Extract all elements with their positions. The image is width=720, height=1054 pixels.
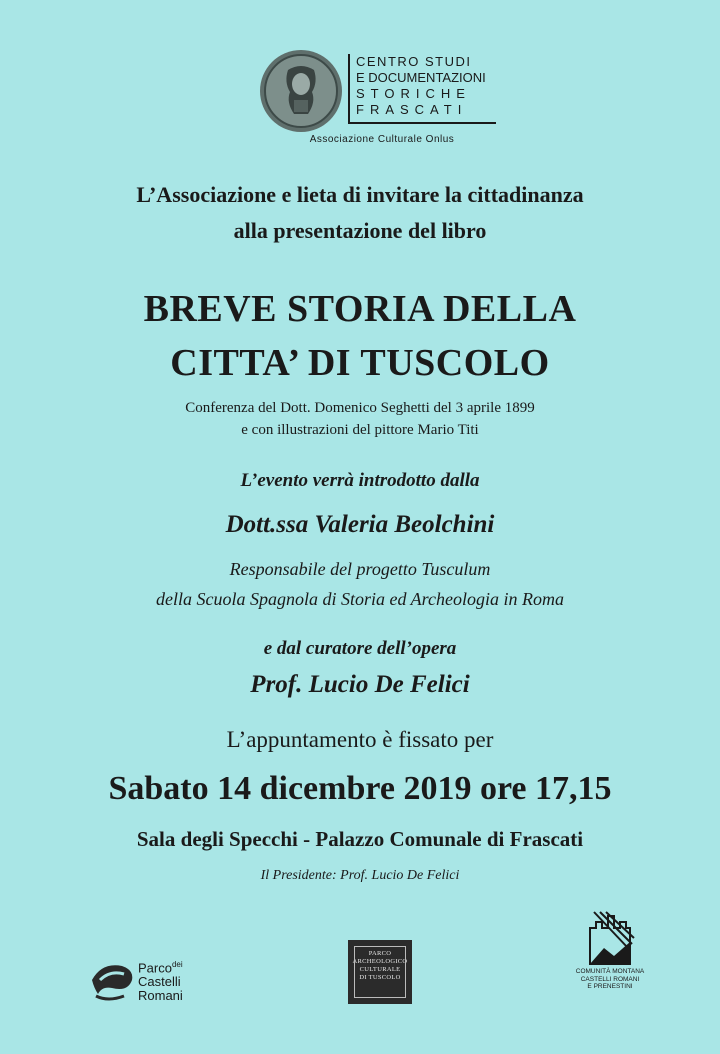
book-subtitle-line-1: Conferenza del Dott. Domenico Seghetti del 3 aprile 1899 (185, 400, 535, 416)
sponsor-logos (0, 900, 720, 1010)
arch-logo-line: CULTURALE (359, 966, 401, 973)
association-label: Associazione Culturale Onlus (309, 134, 455, 145)
parco-leaf-icon (88, 958, 138, 1004)
center-name-line: E DOCUMENTAZIONI (356, 70, 486, 85)
parco-name-sup: dei (171, 960, 183, 969)
center-name-line: CENTRO STUDI (356, 54, 472, 69)
header-logo (258, 48, 508, 148)
book-title-line-2: CITTA’ DI TUSCOLO (170, 342, 550, 384)
tower-icon (584, 908, 636, 966)
speaker-1-role-line-1: Responsabile del progetto Tusculum (229, 559, 491, 579)
center-name-line: STORICHE (356, 86, 471, 101)
cm-logo-line: CASTELLI ROMANI (580, 975, 640, 983)
arch-logo-line: ARCHEOLOGICO (352, 958, 408, 965)
seal-icon (258, 48, 344, 134)
arch-logo-line: PARCO (368, 950, 392, 957)
center-name-line: FRASCATI (356, 102, 468, 117)
intro-text: L’evento verrà introdotto dalla (240, 470, 480, 491)
invite-line-1: L’Associazione e lieta di invitare la cittadinanza (136, 182, 584, 207)
comunita-montana-logo (560, 908, 660, 1008)
cm-logo-line: COMUNITÀ MONTANA (575, 968, 645, 975)
event-venue: Sala degli Specchi - Palazzo Comunale di Frascati (136, 827, 584, 851)
parco-archeologico-logo (348, 940, 412, 1004)
president-signature: Il Presidente: Prof. Lucio De Felici (260, 868, 460, 883)
book-subtitle-line-2: e con illustrazioni del pittore Mario Titi (241, 422, 479, 438)
appointment-text: L’appuntamento è fissato per (226, 727, 494, 752)
event-datetime: Sabato 14 dicembre 2019 ore 17,15 (108, 770, 612, 807)
arch-logo-line: DI TUSCOLO (359, 974, 401, 981)
invite-line-2: alla presentazione del libro (233, 218, 487, 243)
speaker-2-name: Prof. Lucio De Felici (250, 671, 470, 698)
logo-frame (354, 946, 406, 998)
book-title-line-1: BREVE STORIA DELLA (143, 288, 577, 330)
speaker-1-role-line-2: della Scuola Spagnola di Storia ed Archeologia in Roma (156, 589, 564, 609)
parco-castelli-romani-logo (88, 958, 208, 1004)
curator-intro: e dal curatore dell’opera (263, 638, 457, 659)
parco-name-line: Parco (138, 960, 172, 976)
parco-name-line: Castelli (138, 974, 181, 990)
center-name-box (348, 54, 496, 124)
parco-name-line: Romani (138, 988, 183, 1004)
cm-logo-line: E PRENESTINI (587, 983, 633, 990)
speaker-1-name: Dott.ssa Valeria Beolchini (225, 511, 495, 538)
